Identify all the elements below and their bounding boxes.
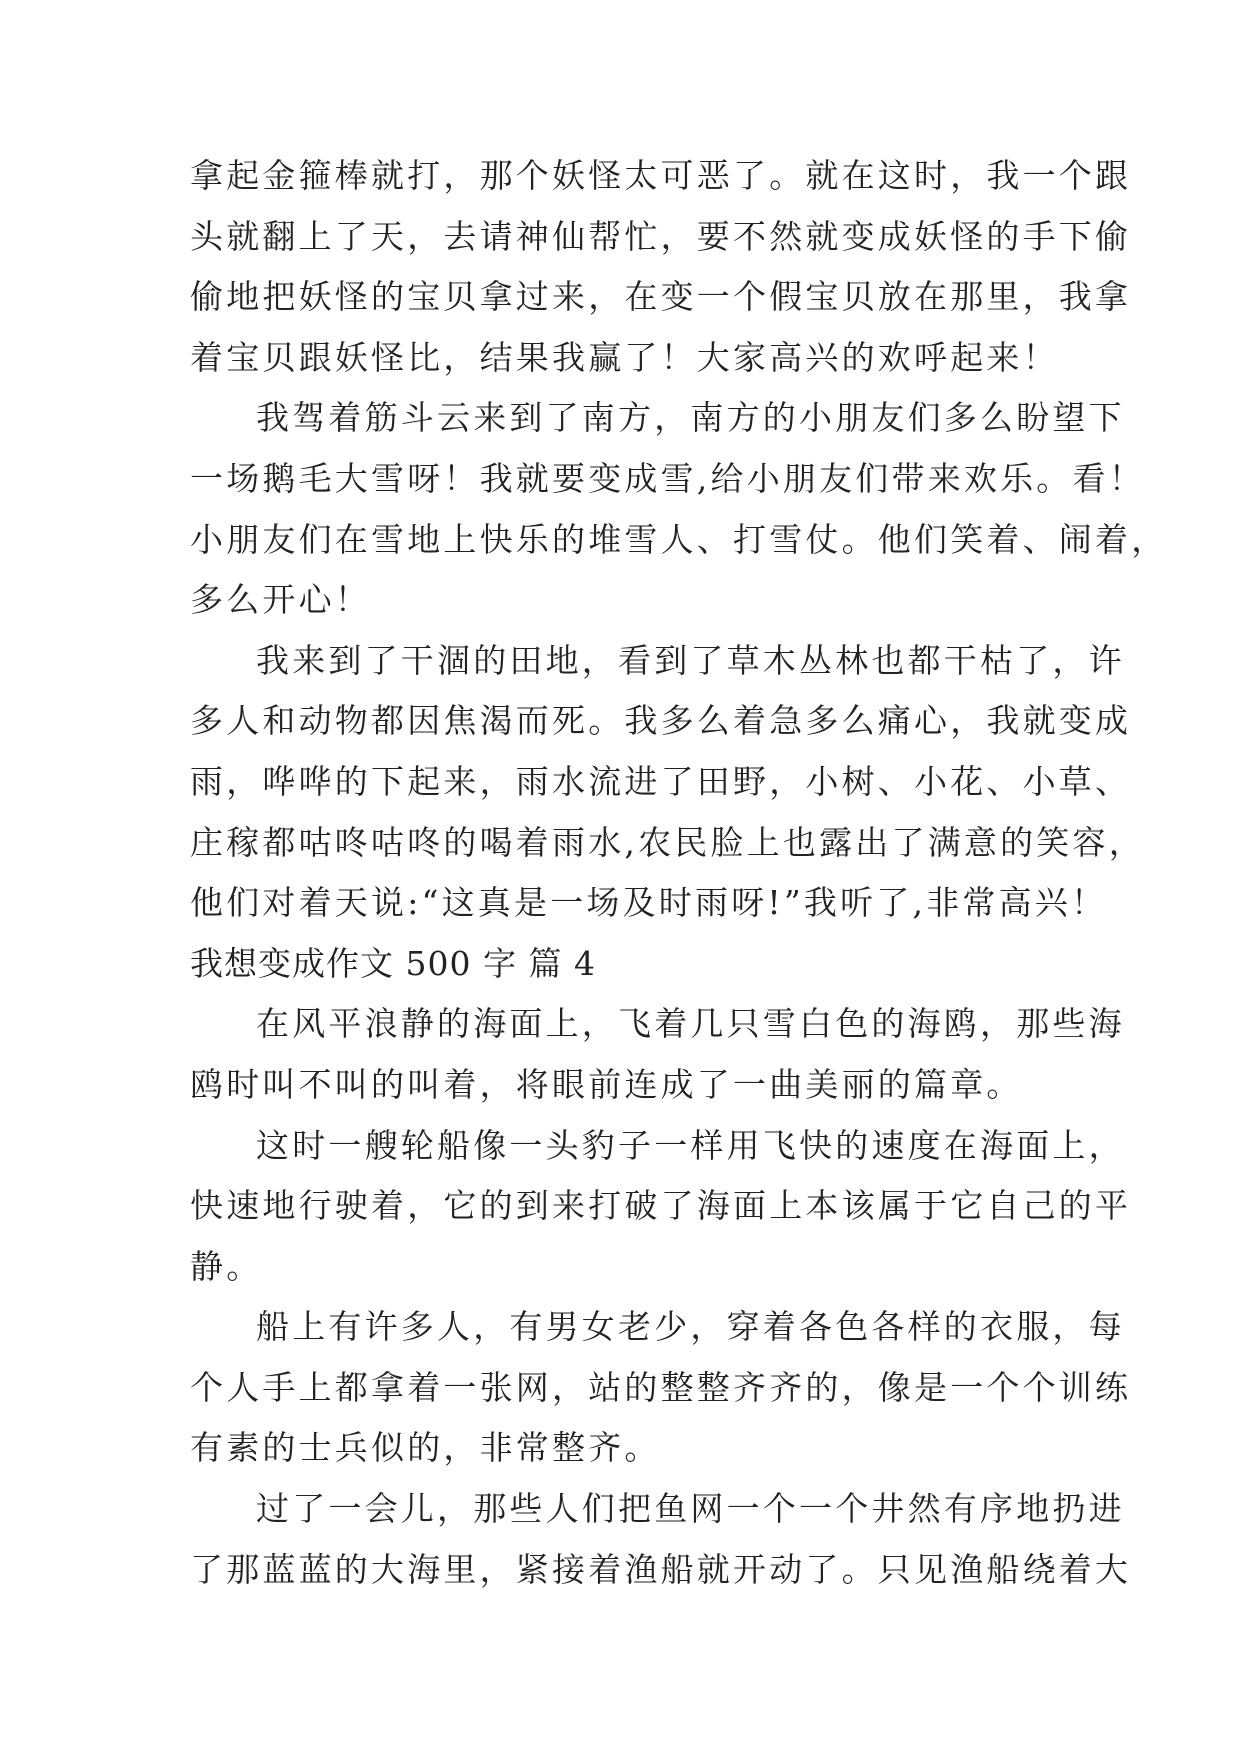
text-line: 鸥时叫不叫的叫着，将眼前连成了一曲美丽的篇章。 [190,1064,1023,1104]
text-line: 了那蓝蓝的大海里，紧接着渔船就开动了。只见渔船绕着大 [190,1549,1132,1589]
text-line: 个人手上都拿着一张网，站的整整齐齐的，像是一个个训练 [190,1367,1132,1407]
paragraph-start-line: 我来到了干涸的田地，看到了草木丛林也都干枯了，许 [256,640,1125,680]
text-line: 快速地行驶着，它的到来打破了海面上本该属于它自己的平 [190,1186,1132,1226]
text-line: 有素的士兵似的，非常整齐。 [190,1428,661,1468]
text-line: 静。 [190,1246,263,1286]
text-line: 多么开心！ [190,580,371,620]
text-line: 他们对着天说:“这真是一场及时雨呀!”我听了,非常高兴！ [190,883,1108,923]
paragraph-start-line: 这时一艘轮船像一头豹子一样用飞快的速度在海面上， [256,1125,1125,1165]
text-line: 头就翻上了天，去请神仙帮忙，要不然就变成妖怪的手下偷 [190,216,1132,256]
text-line: 庄稼都咕咚咕咚的喝着雨水,农民脸上也露出了满意的笑容， [190,822,1145,862]
text-line: 着宝贝跟妖怪比，结果我赢了！大家高兴的欢呼起来！ [190,337,1059,377]
text-line: 多人和动物都因焦渴而死。我多么着急多么痛心，我就变成 [190,701,1132,741]
text-line: 拿起金箍棒就打，那个妖怪太可恶了。就在这时，我一个跟 [190,156,1132,195]
section-heading: 我想变成作文 500 字 篇 4 [190,943,596,983]
text-line: 雨，哗哗的下起来，雨水流进了田野，小树、小花、小草、 [190,761,1132,801]
paragraph-start-line: 我驾着筋斗云来到了南方，南方的小朋友们多么盼望下 [256,398,1125,438]
essay-text [190,146,1168,1600]
paragraph-start-line: 过了一会儿，那些人们把鱼网一个一个井然有序地扔进 [256,1489,1125,1529]
paragraph-start-line: 船上有许多人，有男女老少，穿着各色各样的衣服，每 [256,1307,1125,1347]
text-line: 偷地把妖怪的宝贝拿过来，在变一个假宝贝放在那里，我拿 [190,277,1132,317]
text-line: 小朋友们在雪地上快乐的堆雪人、打雪仗。他们笑着、闹着， [190,519,1168,559]
text-line: 一场鹅毛大雪呀！我就要变成雪,给小朋友们带来欢乐。看！ [190,458,1145,498]
paragraph-start-line: 在风平浪静的海面上，飞着几只雪白色的海鸥，那些海 [256,1004,1125,1044]
